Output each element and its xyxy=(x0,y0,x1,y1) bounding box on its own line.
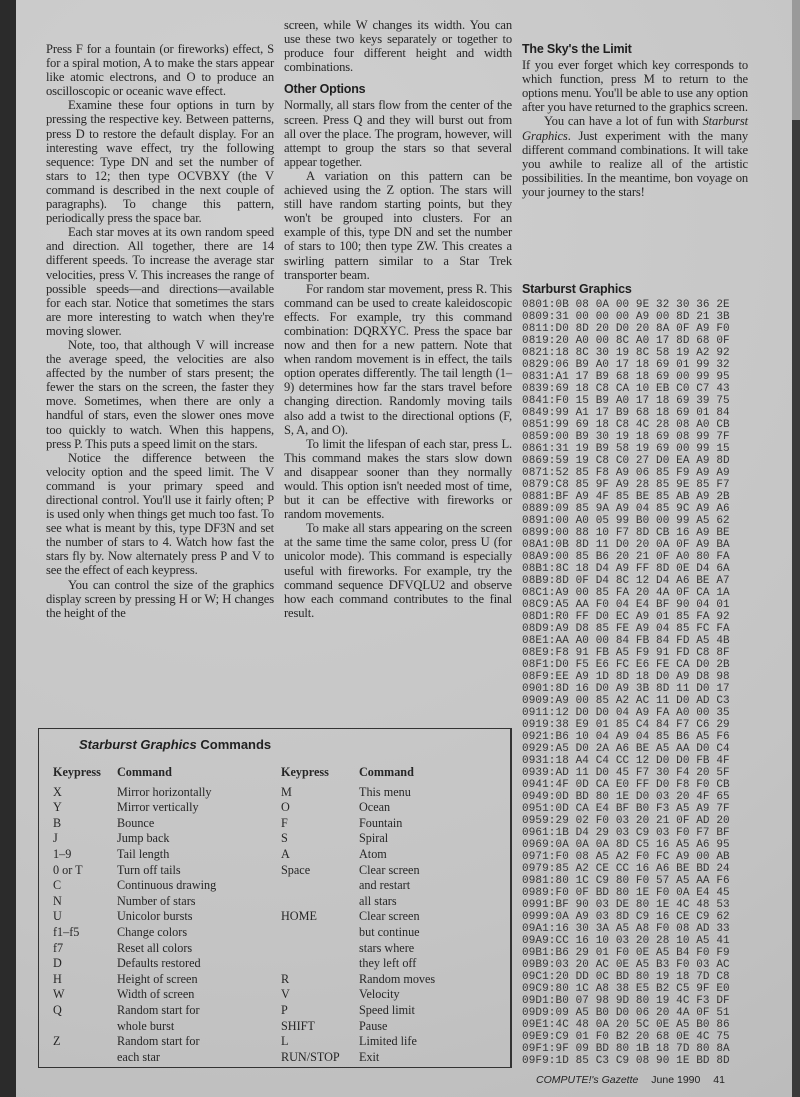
table-row xyxy=(53,878,267,894)
listing-row: 0891:00 A0 05 99 B0 00 99 A5 62 xyxy=(522,515,730,527)
listing-row: 09A1:16 30 3A A5 A8 F0 08 AD 33 xyxy=(522,923,730,935)
listing-row: 08D1:R0 FF D0 EC A9 01 85 FA 92 xyxy=(522,611,730,623)
listing-row: 09B9:03 20 AC 0E A5 B3 F0 03 AC xyxy=(522,959,730,971)
table-row xyxy=(281,847,499,863)
section-heading-other-options: Other Options xyxy=(284,82,366,97)
command-cell: Ocean xyxy=(359,800,391,815)
command-cell: Atom xyxy=(359,846,387,861)
command-cell: Pause xyxy=(359,1018,388,1033)
listing-row: 0961:1B D4 29 03 C9 03 F0 F7 BF xyxy=(522,827,730,839)
table-row xyxy=(281,1050,499,1066)
keypress-cell: Y xyxy=(53,800,62,815)
listing-row: 0931:18 A4 C4 CC 12 D0 D0 FB 4F xyxy=(522,755,730,767)
paragraph: To make all stars appearing on the screen at the same time the same color, press U (for unicolor mode). This command is especially useful with fireworks. For example, try the command sequence DFVQLU2 and observe how each command contributes to the final result. xyxy=(284,521,512,620)
listing-row: 0941:4F 0D CA E0 FF D0 F8 F0 CB xyxy=(522,779,730,791)
listing-row: 09F9:1D 85 C3 C9 08 90 1E BD 8D xyxy=(522,1055,730,1067)
table-row xyxy=(281,972,499,988)
keypress-cell: W xyxy=(53,987,65,1002)
commands-table-right xyxy=(281,765,499,1065)
listing-row: 0841:F0 15 B9 A0 17 18 69 39 75 xyxy=(522,395,730,407)
keypress-cell xyxy=(281,941,359,957)
command-cell: stars where xyxy=(359,940,415,955)
commands-table-box xyxy=(38,728,512,1068)
listing-row: 08C9:A5 AA F0 04 E4 BF 90 04 01 xyxy=(522,599,730,611)
listing-row: 0859:00 B9 30 19 18 69 08 99 7F xyxy=(522,431,730,443)
publication-name: COMPUTE!'s Gazette xyxy=(536,1074,639,1086)
keypress-cell: Z xyxy=(53,1034,61,1049)
issue-date: June 1990 xyxy=(651,1074,701,1086)
paragraph: Notice the difference between the velocity option and the speed limit. The V command is your primary speed and directional control. You'll use it fairly often; P is used only when things get much too fast. To see what is meant by this, type DF3N and set the number of stars to 4. Watch how fast the stars fly by. Now alternately press P and V to see the effect of each keypress. xyxy=(46,450,274,578)
keypress-cell xyxy=(281,894,359,910)
listing-row: 0951:0D CA E4 BF B0 F3 A5 A9 7F xyxy=(522,803,730,815)
page-number: 41 xyxy=(713,1074,725,1086)
keypress-cell: B xyxy=(53,815,62,830)
table-row xyxy=(53,972,267,988)
listing-row: 0869:59 19 C8 C0 27 D0 EA A9 8D xyxy=(522,455,730,467)
command-cell: Height of screen xyxy=(117,971,198,986)
keypress-cell: 1–9 xyxy=(53,846,72,861)
table-row xyxy=(281,816,499,832)
command-cell: they left off xyxy=(359,956,417,971)
listing-row: 0959:29 02 F0 03 20 21 0F AD 20 xyxy=(522,815,730,827)
command-cell: Velocity xyxy=(359,987,400,1002)
listing-row: 0981:80 1C C9 80 F0 57 A5 AA F6 xyxy=(522,875,730,887)
commands-right-rows xyxy=(281,785,499,1066)
section-heading-skys-the-limit: The Sky's the Limit xyxy=(522,42,632,56)
table-row xyxy=(53,863,267,879)
keypress-cell: SHIFT xyxy=(281,1018,315,1033)
listing-row: 0811:D0 8D 20 D0 20 8A 0F A9 F0 xyxy=(522,323,730,335)
paragraph: Normally, all stars flow from the center of the screen. Press Q and they will burst out from all over the place. The program, however, will attempt to group the stars so that several appear together. xyxy=(284,98,512,169)
command-cell: whole burst xyxy=(117,1018,175,1033)
listing-row: 08D9:A9 D8 85 FE A9 04 85 FC FA xyxy=(522,623,730,635)
table-header: Keypress Command xyxy=(53,765,172,779)
paragraph: If you ever forget which key corresponds to which function, press M to return to the options menu. You'll be able to use any option after you have returned to the graphics screen. xyxy=(522,58,748,115)
keypress-cell: D xyxy=(53,956,62,971)
listing-row: 08E9:F8 91 FB A5 F9 91 FD C8 8F xyxy=(522,647,730,659)
listing-row: 09D9:09 A5 B0 D0 06 20 4A 0F 51 xyxy=(522,1007,730,1019)
command-cell: all stars xyxy=(359,893,397,908)
command-cell: Defaults restored xyxy=(117,956,201,971)
keypress-cell: HOME xyxy=(281,909,317,924)
table-row xyxy=(281,941,499,957)
command-cell: each star xyxy=(117,1049,160,1064)
listing-row: 08F1:D0 F5 E6 FC E6 FE CA D0 2B xyxy=(522,659,730,671)
listing-row: 08A1:0B 8D 11 D0 20 0A 0F A9 BA xyxy=(522,539,730,551)
command-cell: Jump back xyxy=(117,831,170,846)
table-row xyxy=(53,847,267,863)
keypress-cell: R xyxy=(281,971,290,986)
paragraph: Each star moves at its own random speed and direction. All together, there are 14 different speeds. To increase the average star velocities, press V. This increases the range of possible speeds—and directions—available for each star. Notice that sometimes the stars are more interesting to watch when they're moving slower. xyxy=(46,225,274,338)
listing-row: 0809:31 00 00 00 A9 00 8D 21 3B xyxy=(522,311,730,323)
command-cell: and restart xyxy=(359,878,411,893)
listing-row: 0851:99 69 18 C8 4C 28 08 A0 CB xyxy=(522,419,730,431)
table-row xyxy=(281,800,499,816)
keypress-cell: Space xyxy=(281,862,311,877)
listing-row: 08B1:8C 18 D4 A9 FF 8D 0E D4 6A xyxy=(522,563,730,575)
listing-row: 08E1:AA A0 00 84 FB 84 FD A5 4B xyxy=(522,635,730,647)
table-row xyxy=(281,1003,499,1019)
command-cell: Fountain xyxy=(359,815,403,830)
keypress-cell: 0 or T xyxy=(53,862,83,877)
listing-row: 0901:8D 16 D0 A9 3B 8D 11 D0 17 xyxy=(522,683,730,695)
listing-row: 0971:F0 08 A5 A2 F0 FC A9 00 AB xyxy=(522,851,730,863)
keypress-cell: C xyxy=(53,878,62,893)
listing-row: 09C1:20 DD 0C BD 80 19 18 7D C8 xyxy=(522,971,730,983)
listing-row: 0919:38 E9 01 85 C4 84 F7 C6 29 xyxy=(522,719,730,731)
table-row xyxy=(281,925,499,941)
table-row xyxy=(53,831,267,847)
table-row xyxy=(281,863,499,879)
table-row xyxy=(281,909,499,925)
article-column-2 xyxy=(284,18,512,620)
listing-row: 08F9:EE A9 1D 8D 18 D0 A9 D8 98 xyxy=(522,671,730,683)
table-row xyxy=(281,1034,499,1050)
listing-row: 0819:20 A0 00 8C A0 17 8D 68 0F xyxy=(522,335,730,347)
table-row xyxy=(53,987,267,1003)
paragraph: Press F for a fountain (or fireworks) effect, S for a spiral motion, A to make the stars appear like atomic electrons, and O to produce an oscilloscopic or oceanic wave effect. xyxy=(46,42,274,99)
keypress-cell: U xyxy=(53,909,62,924)
paragraph: You can control the size of the graphics display screen by pressing H or W; H changes the height of the xyxy=(46,577,274,620)
listing-row: 0861:31 19 B9 58 19 69 00 99 15 xyxy=(522,443,730,455)
command-cell: Bounce xyxy=(117,815,155,830)
listing-row: 0969:0A 0A 0A 8D C5 16 A5 A6 95 xyxy=(522,839,730,851)
keypress-cell: M xyxy=(281,784,292,799)
listing-row: 08C1:A9 00 85 FA 20 4A 0F CA 1A xyxy=(522,587,730,599)
listing-row: 0829:06 B9 A0 17 18 69 01 99 32 xyxy=(522,359,730,371)
paragraph: You can have a lot of fun with Starburst Graphics. Just experiment with the many different command combinations. It will take you awhile to realize all of the artistic possibilities. In the meantime, bon voyage on your journey to the stars! xyxy=(522,114,748,199)
listing-row: 0871:52 85 F8 A9 06 85 F9 A9 A9 xyxy=(522,467,730,479)
listing-row: 0939:AD 11 D0 45 F7 30 F4 20 5F xyxy=(522,767,730,779)
command-cell: Clear screen xyxy=(359,862,420,877)
paragraph: For random star movement, press R. This command can be used to create kaleidoscopic effects. For example, try this command combination: DQRXYC. Press the space bar now and then for a new pattern. Note that when random movement is in effect, the tails option operates differently. The tail length (1–9) determines how far the stars travel before changing direction. Randomly moving tails also add a twist to the directional options (F, S, A, and O). xyxy=(284,281,512,437)
listing-row: 0989:F0 0F BD 80 1E F0 0A E4 45 xyxy=(522,887,730,899)
listing-row: 0899:00 88 10 F7 8D CB 16 A9 BE xyxy=(522,527,730,539)
keypress-cell: S xyxy=(281,831,288,846)
keypress-cell: O xyxy=(281,800,290,815)
keypress-cell: P xyxy=(281,1002,288,1017)
program-listing xyxy=(522,282,772,1067)
command-cell: Change colors xyxy=(117,924,188,939)
listing-row: 0909:A9 00 85 A2 AC 11 D0 AD C3 xyxy=(522,695,730,707)
page-binding-shadow xyxy=(0,0,16,1097)
table-row xyxy=(281,894,499,910)
keypress-cell xyxy=(281,956,359,972)
keypress-cell: f1–f5 xyxy=(53,924,80,939)
keypress-cell xyxy=(53,1019,117,1035)
keypress-cell: Q xyxy=(53,1002,62,1017)
listing-row: 09E9:C9 01 F0 B2 20 68 0E 4C 75 xyxy=(522,1031,730,1043)
table-row xyxy=(53,1034,267,1050)
command-cell: Turn off tails xyxy=(117,862,181,877)
keypress-cell: A xyxy=(281,846,290,861)
keypress-cell: H xyxy=(53,971,62,986)
table-row xyxy=(53,1019,267,1035)
listing-row: 09C9:80 1C A8 38 E5 B2 C5 9F E0 xyxy=(522,983,730,995)
keypress-cell: RUN/STOP xyxy=(281,1049,340,1064)
command-cell: Exit xyxy=(359,1049,380,1064)
article-column-3 xyxy=(522,42,748,199)
keypress-cell: f7 xyxy=(53,940,64,955)
listing-row: 0929:A5 D0 2A A6 BE A5 AA D0 C4 xyxy=(522,743,730,755)
listing-row: 0821:18 8C 30 19 8C 58 19 A2 92 xyxy=(522,347,730,359)
command-cell: Random moves xyxy=(359,971,436,986)
keypress-cell xyxy=(281,925,359,941)
commands-table-title: Starburst Graphics Commands xyxy=(79,737,272,752)
keypress-cell xyxy=(53,1050,117,1066)
command-cell: Random start for xyxy=(117,1002,200,1017)
command-cell: Mirror horizontally xyxy=(117,784,212,799)
table-row xyxy=(281,831,499,847)
keypress-cell: L xyxy=(281,1034,289,1049)
table-row xyxy=(53,800,267,816)
paragraph: Examine these four options in turn by pressing the respective key. Between patterns, press D to restore the default display. For an interesting wave effect, try the following sequence: Type DN and set the number of stars to 12; then type OCVBXY (the V command is described in the next couple of paragraphs). To change this pattern, periodically press the space bar. xyxy=(46,98,274,226)
listing-row: 08B9:8D 0F D4 8C 12 D4 A6 BE A7 xyxy=(522,575,730,587)
table-row xyxy=(281,878,499,894)
table-row xyxy=(53,925,267,941)
table-row xyxy=(53,941,267,957)
listing-row: 09B1:B6 29 01 F0 0E A5 B4 F0 F9 xyxy=(522,947,730,959)
commands-table-left xyxy=(53,765,267,1065)
listing-row: 0849:99 A1 17 B9 68 18 69 01 84 xyxy=(522,407,730,419)
command-cell: Width of screen xyxy=(117,987,195,1002)
program-title-italic: Starburst Graphics xyxy=(522,114,748,143)
listing-row: 0999:0A A9 03 8D C9 16 CE C9 62 xyxy=(522,911,730,923)
command-cell: Random start for xyxy=(117,1034,200,1049)
listing-row: 0881:BF A9 4F 85 BE 85 AB A9 2B xyxy=(522,491,730,503)
magazine-page xyxy=(16,0,792,1097)
listing-row: 0889:09 85 9A A9 04 85 9C A9 A6 xyxy=(522,503,730,515)
listing-row: 09A9:CC 16 10 03 20 28 10 A5 41 xyxy=(522,935,730,947)
listing-row: 0949:0D BD 80 1E D0 03 20 4F 65 xyxy=(522,791,730,803)
listing-row: 0921:B6 10 04 A9 04 85 B6 A5 F6 xyxy=(522,731,730,743)
listing-title: Starburst Graphics xyxy=(522,282,632,296)
keypress-cell: F xyxy=(281,815,288,830)
listing-rows xyxy=(522,299,772,1067)
command-cell: Spiral xyxy=(359,831,389,846)
keypress-cell: J xyxy=(53,831,58,846)
table-row xyxy=(53,956,267,972)
table-row xyxy=(53,1003,267,1019)
commands-left-rows xyxy=(53,785,267,1066)
table-row xyxy=(53,816,267,832)
listing-row: 0801:0B 08 0A 00 9E 32 30 36 2E xyxy=(522,299,730,311)
command-cell: Clear screen xyxy=(359,909,420,924)
table-row xyxy=(281,1019,499,1035)
listing-row: 0831:A1 17 B9 68 18 69 00 99 95 xyxy=(522,371,730,383)
listing-row: 09D1:B0 07 98 9D 80 19 4C F3 DF xyxy=(522,995,730,1007)
table-row xyxy=(53,894,267,910)
listing-row: 09F1:9F 09 BD 80 1B 18 7D 80 8A xyxy=(522,1043,730,1055)
command-cell: This menu xyxy=(359,784,411,799)
command-cell: Speed limit xyxy=(359,1002,415,1017)
table-row xyxy=(281,956,499,972)
listing-row: 08A9:00 85 B6 20 21 0F A0 80 FA xyxy=(522,551,730,563)
article-column-1 xyxy=(46,42,274,620)
table-row xyxy=(281,785,499,801)
page-edge-shadow xyxy=(792,120,800,1097)
listing-row: 0979:85 A2 CE CC 16 A6 BE BD 24 xyxy=(522,863,730,875)
listing-row: 09E1:4C 48 0A 20 5C 0E A5 B0 86 xyxy=(522,1019,730,1031)
page-footer xyxy=(536,1074,735,1086)
table-row xyxy=(53,1050,267,1066)
command-cell: Number of stars xyxy=(117,893,196,908)
command-cell: Reset all colors xyxy=(117,940,193,955)
keypress-cell: X xyxy=(53,784,62,799)
paragraph: A variation on this pattern can be achieved using the Z option. The stars will still have random starting points, but they won't be grouped into clusters. For an example of this, type DN and set the number of stars to 100; then type ZW. This creates a swirling pattern similar to a Star Trek transporter beam. xyxy=(284,168,512,282)
command-cell: Mirror vertically xyxy=(117,800,199,815)
table-row xyxy=(53,785,267,801)
command-cell: Tail length xyxy=(117,846,170,861)
keypress-cell: V xyxy=(281,987,290,1002)
paragraph: Note, too, that although V will increase the average speed, the velocities are also affected by the number of stars present; the fewer the stars on the screen, the faster they move. Sometimes, when there are only a handful of stars, even the slower ones move too quickly to watch. When this happens, press P. This puts a speed limit on the stars. xyxy=(46,337,274,451)
paragraph: screen, while W changes its width. You can use these two keys separately or together to produce four different height and width combinations. xyxy=(284,18,512,75)
listing-row: 0879:C8 85 9F A9 28 85 9E 85 F7 xyxy=(522,479,730,491)
command-cell: but continue xyxy=(359,924,420,939)
listing-row: 0911:12 D0 D0 04 A9 FA A0 00 35 xyxy=(522,707,730,719)
command-cell: Unicolor bursts xyxy=(117,909,193,924)
listing-row: 0991:BF 90 03 DE 80 1E 4C 48 53 xyxy=(522,899,730,911)
keypress-cell xyxy=(281,878,359,894)
paragraph: To limit the lifespan of each star, press L. This command makes the stars slow down and disappear sooner than they normally would. This option isn't needed most of time, but it can be effective with fireworks or random movements. xyxy=(284,436,512,522)
command-cell: Continuous drawing xyxy=(117,878,217,893)
table-header: Keypress Command xyxy=(281,765,414,779)
table-row xyxy=(53,909,267,925)
command-cell: Limited life xyxy=(359,1034,417,1049)
keypress-cell: N xyxy=(53,893,62,908)
table-row xyxy=(281,987,499,1003)
listing-row: 0839:69 18 C8 CA 10 EB C0 C7 43 xyxy=(522,383,730,395)
